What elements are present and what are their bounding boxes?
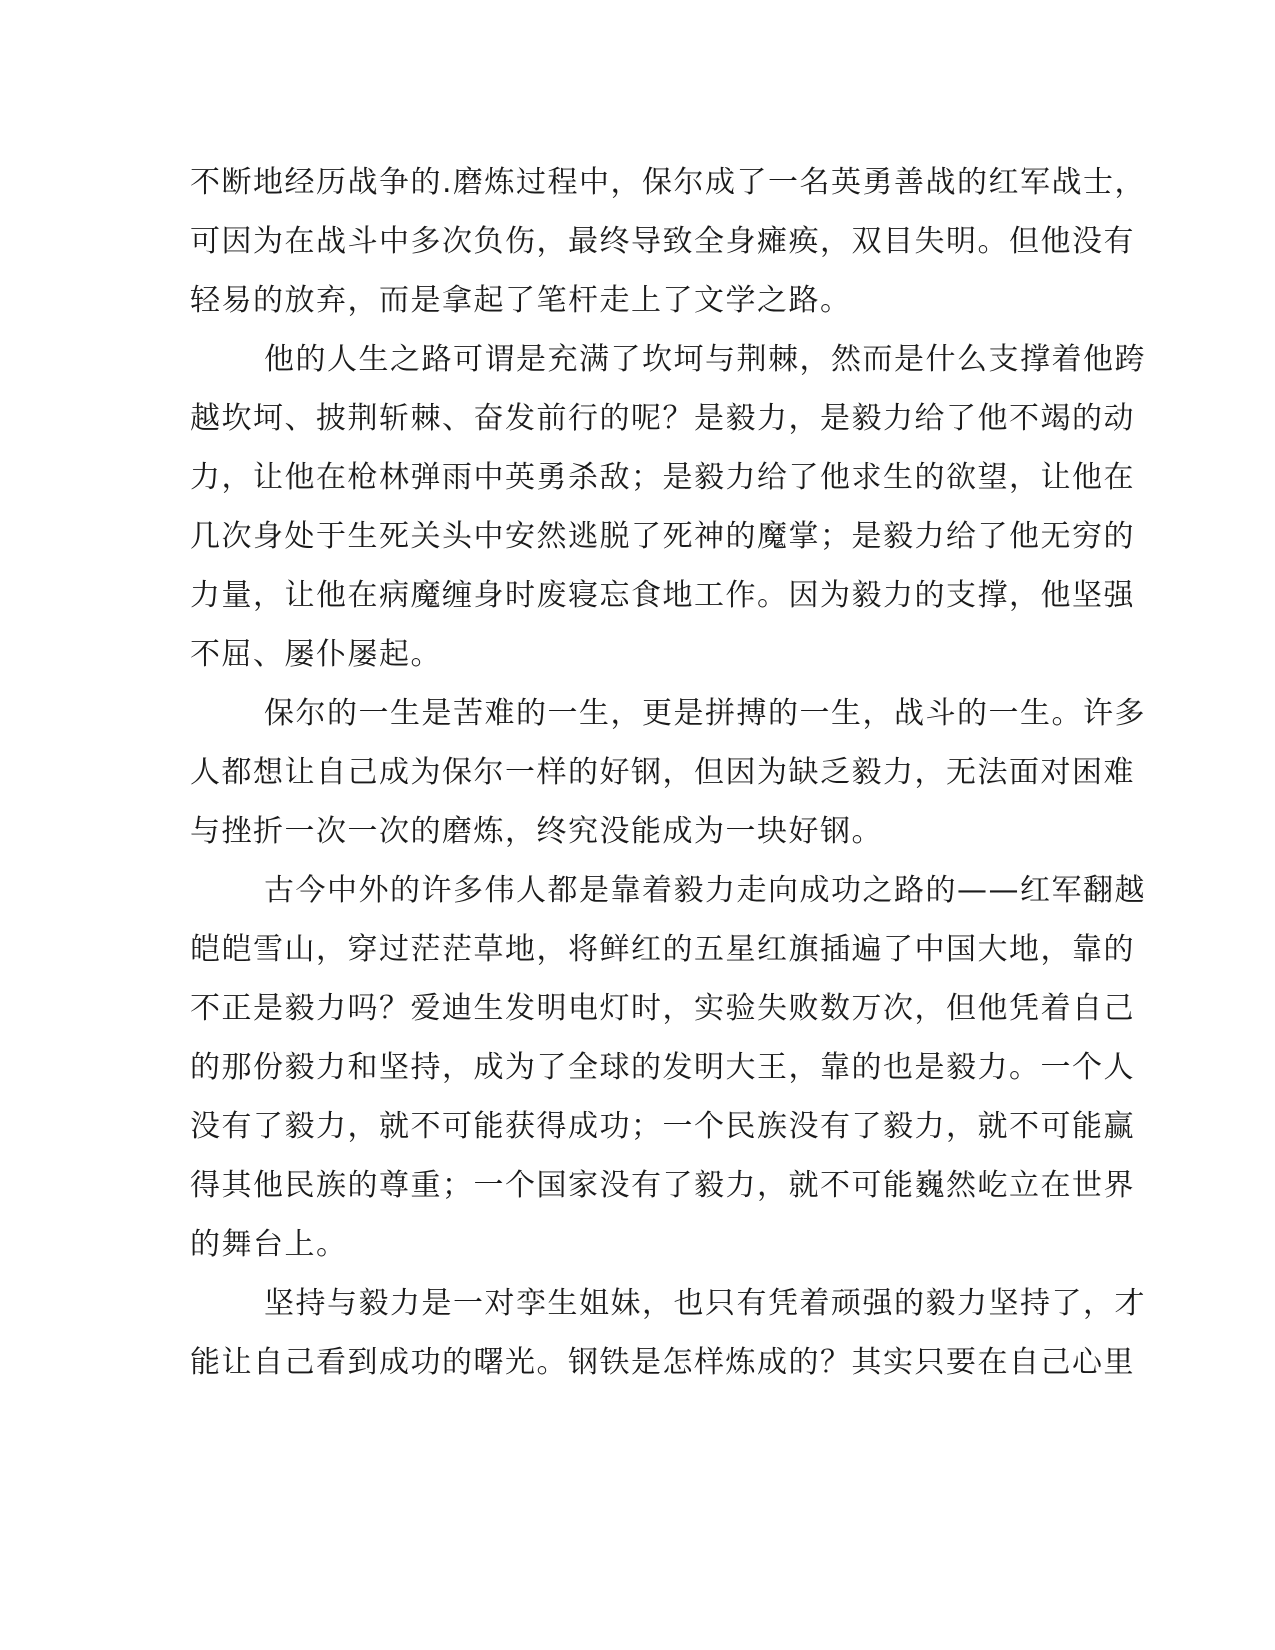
text-line: 人都想让自己成为保尔一样的好钢，但因为缺乏毅力，无法面对困难 (190, 755, 1135, 790)
text-line: 可因为在战斗中多次负伤，最终导致全身瘫痪，双目失明。但他没有 (190, 224, 1135, 259)
text-line: 与挫折一次一次的磨炼，终究没能成为一块好钢。 (190, 814, 883, 849)
text-line: 的舞台上。 (190, 1227, 348, 1262)
text-line: 越坎坷、披荆斩棘、奋发前行的呢？是毅力，是毅力给了他不竭的动 (190, 401, 1135, 436)
text-line: 的那份毅力和坚持，成为了全球的发明大王，靠的也是毅力。一个人 (190, 1050, 1135, 1085)
paragraph-first-line: 古今中外的许多伟人都是靠着毅力走向成功之路的——红军翻越 (264, 873, 1146, 908)
text-line: 力，让他在枪林弹雨中英勇杀敌；是毅力给了他求生的欲望，让他在 (190, 460, 1135, 495)
text-line: 不屈、屡仆屡起。 (190, 637, 442, 672)
paragraph-first-line: 他的人生之路可谓是充满了坎坷与荆棘，然而是什么支撑着他跨 (264, 342, 1146, 377)
text-line: 能让自己看到成功的曙光。钢铁是怎样炼成的？其实只要在自己心里 (190, 1345, 1135, 1380)
text-line: 皑皑雪山，穿过茫茫草地，将鲜红的五星红旗插遍了中国大地，靠的 (190, 932, 1135, 967)
paragraph-first-line: 保尔的一生是苦难的一生，更是拼搏的一生，战斗的一生。许多 (264, 696, 1146, 731)
text-line: 几次身处于生死关头中安然逃脱了死神的魔掌；是毅力给了他无穷的 (190, 519, 1135, 554)
text-line: 得其他民族的尊重；一个国家没有了毅力，就不可能巍然屹立在世界 (190, 1168, 1135, 1203)
text-line: 力量，让他在病魔缠身时废寝忘食地工作。因为毅力的支撑，他坚强 (190, 578, 1135, 613)
text-line: 没有了毅力，就不可能获得成功；一个民族没有了毅力，就不可能赢 (190, 1109, 1135, 1144)
paragraph-first-line: 坚持与毅力是一对孪生姐妹，也只有凭着顽强的毅力坚持了，才 (264, 1286, 1146, 1321)
text-line: 不正是毅力吗？爱迪生发明电灯时，实验失败数万次，但他凭着自己 (190, 991, 1135, 1026)
text-line: 轻易的放弃，而是拿起了笔杆走上了文学之路。 (190, 283, 852, 318)
text-line: 不断地经历战争的.磨炼过程中，保尔成了一名英勇善战的红军战士， (190, 165, 1147, 200)
